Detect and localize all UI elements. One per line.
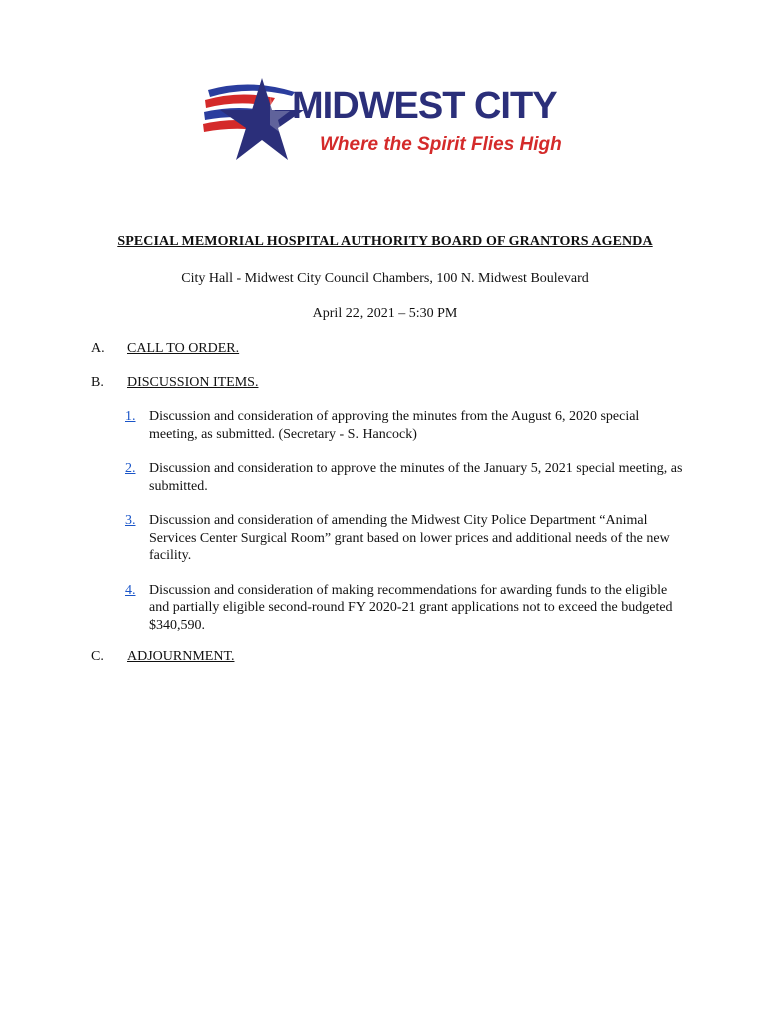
item-text: Discussion and consideration of making recommendations for awarding funds to the eligible and partially eligible second-round FY 2020-21 grant applications not to exceed the budgeted $340,590. (149, 582, 673, 633)
item-number-link[interactable]: 1. (125, 409, 136, 424)
section-letter: B. (91, 375, 104, 390)
meeting-location: City Hall - Midwest City Council Chambers, 100 N. Midwest Boulevard (181, 271, 589, 286)
item-text: Discussion and consideration of approving the minutes from the August 6, 2020 special meeting, as submitted. (Secretary - S. Hancock) (149, 409, 640, 442)
list-item (125, 582, 685, 635)
agenda-title: SPECIAL MEMORIAL HOSPITAL AUTHORITY BOARD OF GRANTORS AGENDA (117, 234, 653, 249)
list-item (125, 408, 685, 443)
item-number-link[interactable]: 4. (125, 582, 136, 598)
midwest-city-logo (200, 70, 580, 170)
list-item (125, 512, 685, 565)
logo-tagline: Where the Spirit Flies High (320, 134, 562, 155)
item-text: Discussion and consideration to approve the minutes of the January 5, 2021 special meeting, as submitted. (149, 461, 683, 494)
item-number-link[interactable]: 2. (125, 461, 136, 476)
meeting-date: April 22, 2021 – 5:30 PM (312, 306, 458, 321)
section-heading: DISCUSSION ITEMS. (127, 375, 259, 390)
item-number-link[interactable]: 3. (125, 513, 136, 528)
section-letter: A. (91, 341, 105, 356)
section-heading: ADJOURNMENT. (127, 649, 235, 664)
star-flag-logo-icon (200, 70, 580, 170)
section-letter: C. (91, 649, 104, 664)
list-item (125, 460, 685, 495)
discussion-items-list (125, 408, 685, 651)
item-text: Discussion and consideration of amending the Midwest City Police Department “Animal Services Center Surgical Room” grant based on lower prices and additional needs of the new facility. (149, 513, 670, 563)
logo-wordmark: MIDWEST CITY (292, 85, 557, 127)
section-heading: CALL TO ORDER. (127, 341, 240, 356)
